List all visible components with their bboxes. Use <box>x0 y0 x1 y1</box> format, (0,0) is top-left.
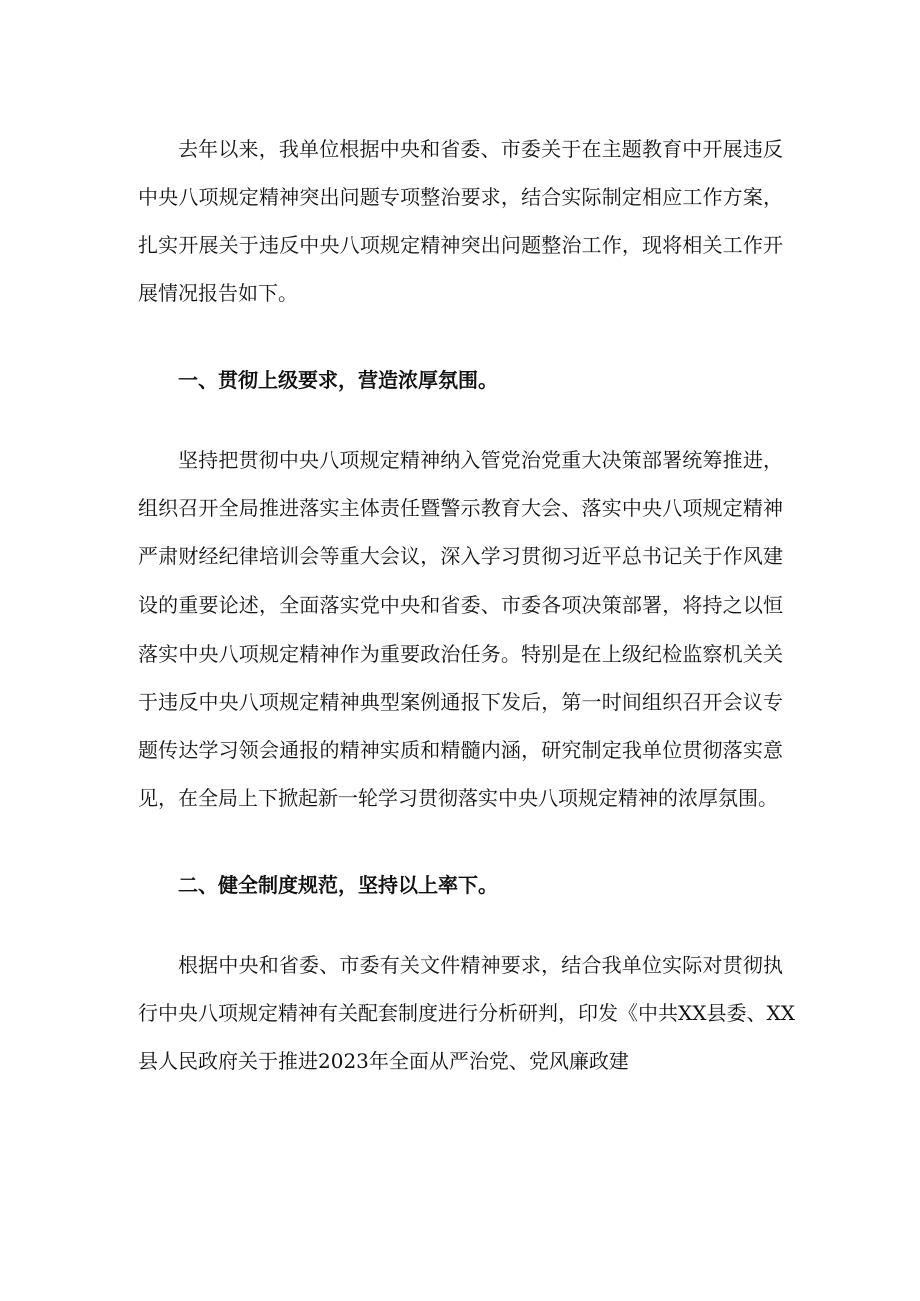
section-1-line-7: 题传达学习领会通报的精神实质和精髓内涵，研究制定我单位贯彻落实意 <box>138 738 783 762</box>
section-1-line-3: 严肃财经纪律培训会等重大会议，深入学习贯彻习近平总书记关于作风建 <box>138 544 783 568</box>
section-1-line-6: 于违反中央八项规定精神典型案例通报下发后，第一时间组织召开会议专 <box>138 690 783 714</box>
section-2-heading: 二、健全制度规范，坚持以上率下。 <box>178 873 498 897</box>
section-1-heading: 一、贯彻上级要求，营造浓厚氛围。 <box>178 368 498 392</box>
section-2-line-3: 县人民政府关于推进2023年全面从严治党、党风廉政建 <box>138 1049 629 1073</box>
intro-line-3: 扎实开展关于违反中央八项规定精神突出问题整治工作，现将相关工作开 <box>138 233 783 257</box>
section-1-line-8: 见，在全局上下掀起新一轮学习贯彻落实中央八项规定精神的浓厚氛围。 <box>138 786 778 810</box>
section-2-line-1: 根据中央和省委、市委有关文件精神要求，结合我单位实际对贯彻执 <box>178 953 783 977</box>
section-1-line-4: 设的重要论述，全面落实党中央和省委、市委各项决策部署，将持之以恒 <box>138 593 783 617</box>
section-1-line-5: 落实中央八项规定精神作为重要政治任务。特别是在上级纪检监察机关关 <box>138 642 783 666</box>
intro-line-1: 去年以来，我单位根据中央和省委、市委关于在主题教育中开展违反 <box>178 137 783 161</box>
section-1-line-1: 坚持把贯彻中央八项规定精神纳入管党治党重大决策部署统筹推进， <box>178 448 783 472</box>
section-1-line-2: 组织召开全局推进落实主体责任暨警示教育大会、落实中央八项规定精神 <box>138 496 783 520</box>
section-2-line-2: 行中央八项规定精神有关配套制度进行分析研判，印发《中共XX县委、XX <box>138 1001 795 1025</box>
intro-line-4: 展情况报告如下。 <box>138 281 298 305</box>
intro-line-2: 中央八项规定精神突出问题专项整治要求，结合实际制定相应工作方案， <box>138 185 783 209</box>
